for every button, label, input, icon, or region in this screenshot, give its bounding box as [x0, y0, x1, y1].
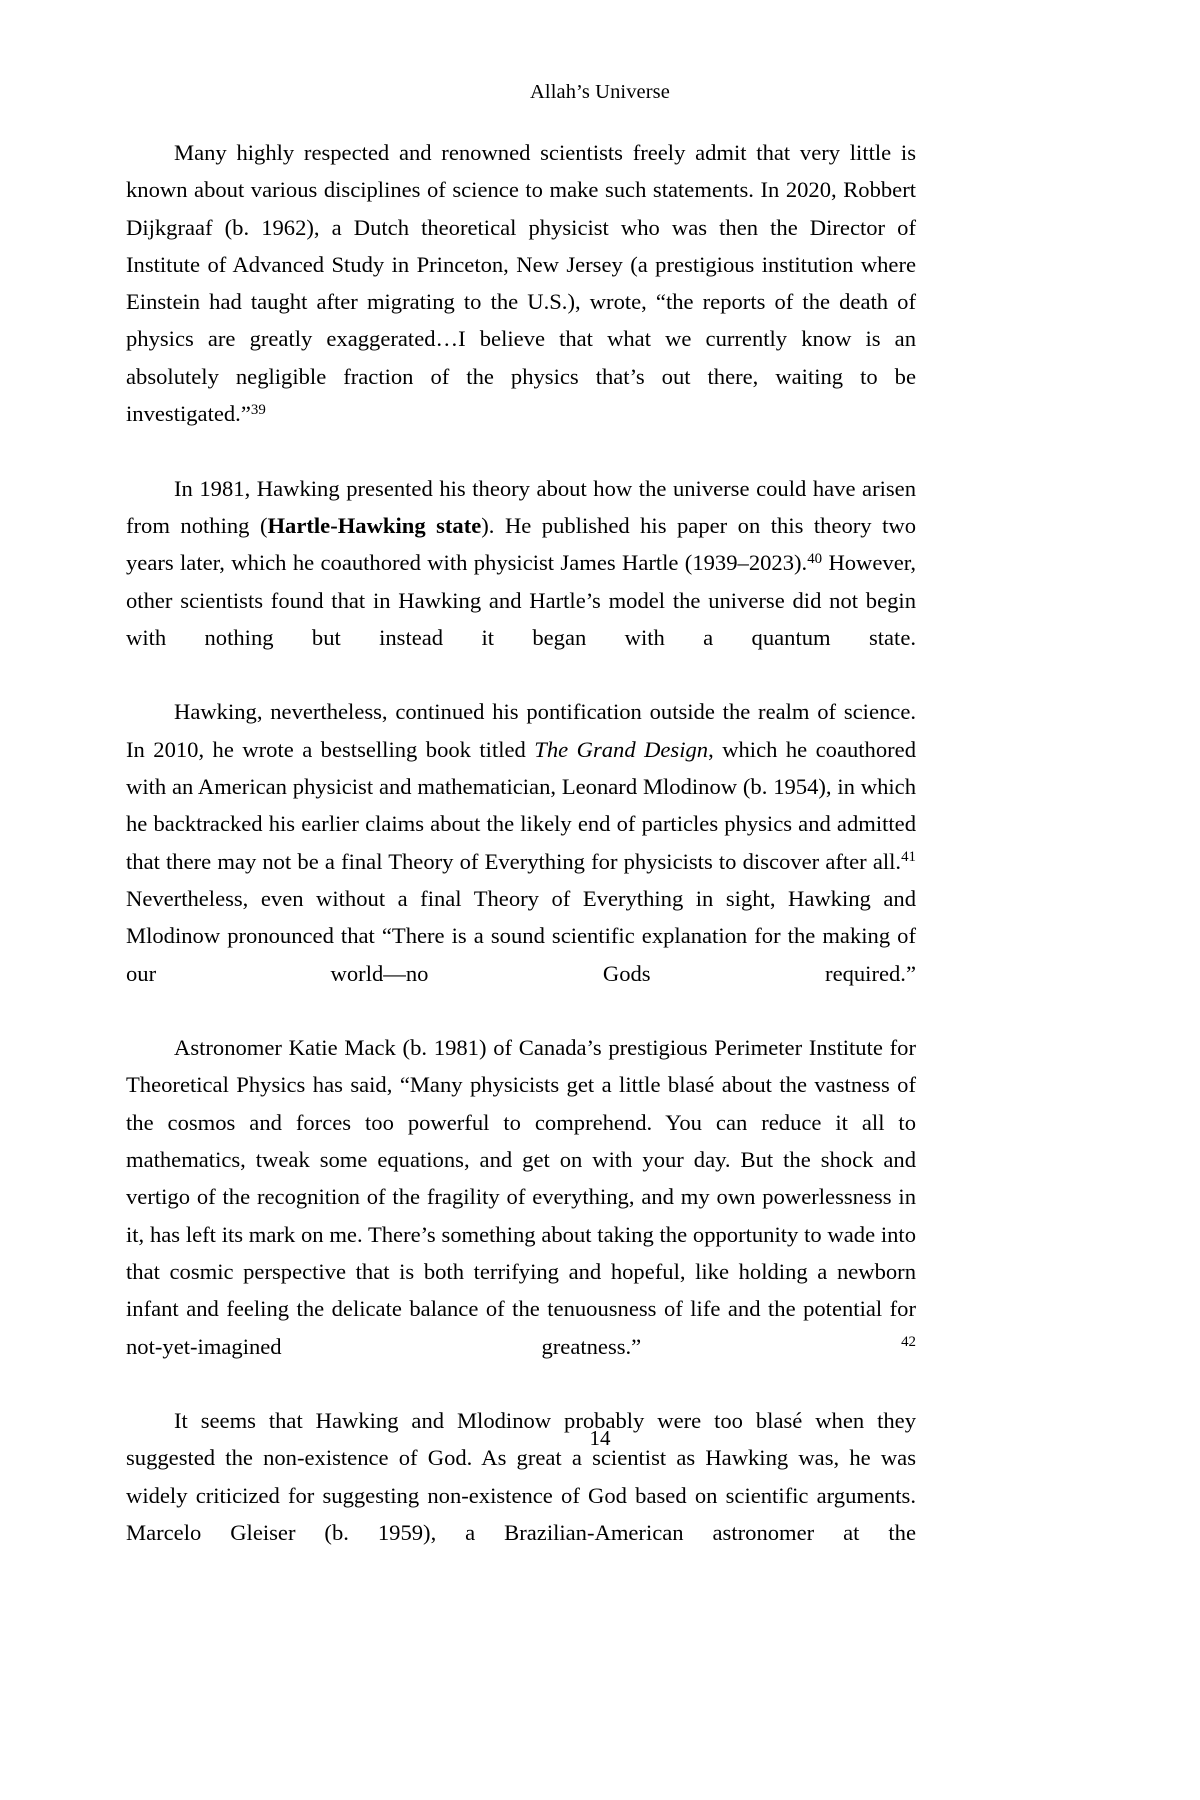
- text-run: However, other scientists found that in Hawking and Hartle’s model the universe did not begin with nothing but instead it began with a quantum state.: [126, 550, 916, 650]
- footnote-ref-42[interactable]: 42: [901, 1334, 916, 1351]
- text-run: , which he coauthored with an American physicist and mathematician, Leonard Mlodinow (b. 1954), in which he backtracked his earlier claims about the likely end of particles physics and admitted that there may not be a final Theory of Everything for physicists to discover after all.: [126, 736, 916, 874]
- bold-term: Hartle-Hawking state: [267, 512, 482, 538]
- para-scientists-admit: [126, 134, 916, 470]
- running-header: Allah’s Universe: [530, 81, 670, 103]
- text-run: Many highly respected and renowned scientists freely admit that very little is known about various disciplines of science to make such statements. In 2020, Robbert Dijkgraaf (b. 1962), a Dutch theoretical physicist who was then the Director of Institute of Advanced Study in Princeton, New Jersey (a prestigious institution where Einstein had taught after migrating to the U.S.), wrote, “the reports of the death of physics are greatly exaggerated…I believe that what we currently know is an absolutely negligible fraction of the physics that’s out there, waiting to be investigated.”: [126, 140, 916, 427]
- text-run: Hawking, nevertheless, continued his pontification outside the realm of science. In 2010, he wrote a bestselling book titled: [126, 699, 916, 762]
- book-title: The Grand Design: [534, 736, 709, 762]
- footnote-ref-41[interactable]: 41: [901, 849, 916, 866]
- para-katie-mack: [126, 1029, 916, 1402]
- para-grand-design: [126, 693, 916, 1029]
- page-body: [126, 134, 916, 1589]
- text-run: Nevertheless, even without a final Theory of Everything in sight, Hawking and Mlodinow pronounced that “There is a sound scientific explanation for the making of our world—no Gods required.”: [126, 885, 916, 986]
- footnote-ref-40[interactable]: 40: [807, 551, 823, 568]
- para-hartle-hawking: [126, 470, 916, 694]
- text-run: Astronomer Katie Mack (b. 1981) of Canada’s prestigious Perimeter Institute for Theoretical Physics has said, “Many physicists get a little blasé about the vastness of the cosmos and forces too powerful to comprehend. You can reduce it all to mathematics, tweak some equations, and get on with your day. But the shock and vertigo of the recognition of the fragility of everything, and my own powerlessness in it, has left its mark on me. There’s something about taking the opportunity to wade into that cosmic perspective that is both terrifying and hopeful, like holding a newborn infant and feeling the delicate balance of the tenuousness of life and the potential for not-yet-imagined greatness.”: [126, 1035, 916, 1359]
- text-run: ). He published his paper on this theory two years later, which he coauthored with physicist James Hartle (1939–2023).: [126, 512, 916, 576]
- footnote-ref-39[interactable]: 39: [250, 401, 266, 418]
- text-run: In 1981, Hawking presented his theory about how the universe could have arisen from nothing (: [126, 475, 916, 538]
- text-run: It seems that Hawking and Mlodinow probably were too blasé when they suggested the non-existence of God. As great a scientist as Hawking was, he was widely criticized for suggesting non-existence of God based on scientific arguments. Marcelo Gleiser (b. 1959), a Brazilian-American astronomer at the: [126, 1408, 916, 1545]
- page-number: 14: [589, 1426, 611, 1450]
